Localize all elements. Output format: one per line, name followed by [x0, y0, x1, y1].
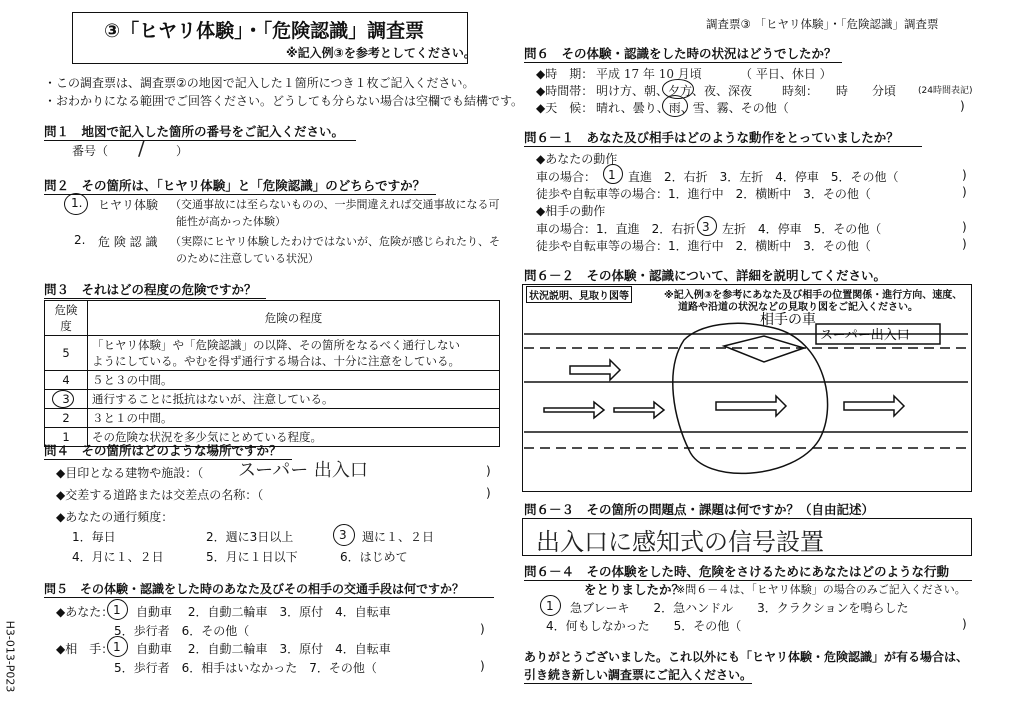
q6-time-label: ◆時間帯：: [536, 84, 594, 98]
q6-time-note: (24時間表記): [918, 86, 973, 96]
level-2: 2: [45, 409, 88, 428]
intro-line-1: ・この調査票は、調査票②の地図で記入した１箇所につき１枚ご記入ください。: [44, 76, 475, 90]
q4-landmark-value[interactable]: スーパー 出入口: [238, 460, 368, 481]
vehicle-arrow: [716, 396, 786, 416]
q5-other-opts2: 5．歩行者 6．相手はいなかった 7．その他（: [114, 661, 377, 675]
q63-answer[interactable]: 出入口に感知式の信号設置: [536, 528, 824, 556]
freq-opt-4[interactable]: 4．月に１、２日: [72, 550, 164, 564]
table-row[interactable]: [45, 371, 500, 390]
q6-weather-opts[interactable]: 晴れ、曇り、雨、雪、霧、その他（: [596, 101, 789, 115]
sketch-drawing: [524, 310, 968, 488]
footer-line-1: ありがとうございました。これ以外にも「ヒヤリ体験・危険認識」が有る場合は、: [524, 650, 969, 664]
q61-you-car: 車の場合：: [536, 170, 597, 184]
sketch-box-label: 状況説明、見取り図等: [526, 286, 632, 303]
level-5-desc: [88, 336, 500, 371]
q63-title: 問６－３ その箇所の問題点・課題は何ですか？（自由記述）: [524, 502, 875, 517]
q6-time-opts[interactable]: 明け方、朝、夕方、夜、深夜: [596, 84, 753, 98]
q62-title: 問６－２ その体験・認識について、詳細を説明してください。: [524, 266, 896, 285]
table-row[interactable]: [45, 336, 500, 371]
danger-area-circle: [673, 323, 828, 473]
q61-other-head: ◆相手の動作: [536, 204, 606, 218]
freq-opt-1[interactable]: 1．毎日: [72, 530, 116, 544]
q64-note: ※問６－４は、「ヒヤリ体験」の場合のみご記入ください。: [676, 583, 966, 596]
q6-weather-close: ): [960, 99, 965, 113]
q61-you-car-opts: 直進 2．右折 3．左折 4．停車 5．その他（: [628, 170, 899, 184]
level-3-desc: 通行することに抵抗はないが、注意している。: [88, 390, 500, 409]
q64-title-1: 問６－４ その体験をした時、危険をさけるためにあなたはどのような行動: [524, 562, 972, 581]
level-5: 5: [45, 336, 88, 371]
q6-period[interactable]: 平成 17 年 10 月頃: [596, 67, 702, 81]
q5-you-label: ◆あなた：: [56, 605, 114, 619]
q5-you-opts: 自動車 2．自動二輪車 3．原付 4．自転車: [136, 605, 391, 619]
vehicle-arrow: [614, 402, 664, 418]
q5-other-label: ◆相 手：: [56, 642, 114, 656]
hand-car-label: 相手の車: [760, 312, 816, 328]
side-code: H3-013-P023: [3, 620, 17, 693]
q4-landmark-label: ◆目印となる建物や施設：（: [56, 466, 204, 480]
q61-other-car-close: ): [962, 220, 967, 234]
col-danger-degree: 危険の程度: [88, 301, 500, 336]
q2-opt1-num[interactable]: 1.: [71, 196, 83, 210]
q4-freq-label: ◆あなたの通行頻度：: [56, 510, 174, 524]
q61-title: 問６－１ あなた及び相手はどのような動作をとっていましたか？: [524, 128, 922, 147]
sketch-note-2: 道路や沿道の状況などの見取り図をご記入ください。: [678, 302, 918, 313]
q61-other-walk-close: ): [962, 237, 967, 251]
q2-title: 問２ その箇所は、「ヒヤリ体験」と「危険認識」のどちらですか？: [44, 176, 436, 195]
page-title: ③「ヒヤリ体験」・「危険認識」調査票: [104, 20, 425, 42]
q61-other-car-opts: 左折 4．停車 5．その他（: [722, 222, 882, 236]
level-1-desc: その危険な状況を多少気にとめている程度。: [88, 428, 500, 447]
q4-landmark-close: ): [486, 464, 491, 478]
q61-you-walk-close: ): [962, 185, 967, 199]
freq-opt-5[interactable]: 5．月に１日以下: [206, 550, 298, 564]
vehicle-arrow: [844, 396, 904, 416]
q5-you-close: ): [480, 622, 485, 636]
q5-you-opt1[interactable]: 1: [113, 603, 121, 617]
q1-label: 番号（: [72, 144, 109, 158]
q5-other-close: ): [480, 659, 485, 673]
q64-close: ): [962, 617, 967, 631]
q64-opt1[interactable]: 1: [546, 599, 554, 613]
table-header: [45, 301, 500, 336]
sketch-note-1: ※記入例③を参考にあなた及び相手の位置関係・進行方向、速度、: [664, 290, 963, 301]
q2-opt2-desc2: のために注意している状況）: [176, 252, 319, 265]
footer-line-2: 引き続き新しい調査票にご記入ください。: [524, 668, 753, 682]
q2-opt2-desc1: （実際にヒヤリ体験したわけではないが、危険が感じられたり、そ: [170, 235, 500, 248]
q64-opt4[interactable]: 4．何もしなかった 5．その他（: [546, 619, 742, 633]
q4-intersect-label: ◆交差する道路または交差点の名称：（: [56, 488, 264, 502]
freq-opt-3: 週に１、２日: [362, 530, 435, 544]
table-row[interactable]: [45, 409, 500, 428]
q6-time-label2: 時刻： 時 分頃: [782, 84, 897, 98]
q5-other-opt1[interactable]: 1: [113, 640, 121, 654]
q61-other-walk[interactable]: 徒歩や自転車等の場合：1．進行中 2．横断中 3．その他（: [536, 239, 871, 253]
table-row[interactable]: [45, 390, 500, 409]
q61-you-car-close: ): [962, 168, 967, 182]
title-note: ※記入例③を参考としてください。: [286, 46, 476, 60]
q2-opt1-desc1: （交通事故には至らないものの、一歩間違えれば交通事故になる可: [170, 198, 500, 211]
you-car-arrow: [570, 360, 620, 380]
q3-title: 問３ それはどの程度の危険ですか？: [44, 280, 266, 299]
q4-title: 問４ その箇所はどのような場所ですか？: [44, 441, 292, 460]
q61-you-walk[interactable]: 徒歩や自転車等の場合：1．進行中 2．横断中 3．その他（: [536, 187, 871, 201]
freq-opt-3-num[interactable]: 3: [339, 528, 347, 542]
q4-intersect-close: ): [486, 486, 491, 500]
q5-you-opts2: 5．歩行者 6．その他（: [114, 624, 250, 638]
level-3-circle: [52, 390, 74, 408]
col-danger-level: 危険度: [45, 301, 88, 336]
level-5-line2: ようにしている。やむを得ず通行する場合は、十分に注意をしている。: [92, 354, 460, 368]
freq-opt-6[interactable]: 6．はじめて: [340, 550, 408, 564]
q61-other-car-num[interactable]: 3: [702, 220, 710, 234]
q61-you-head: ◆あなたの動作: [536, 152, 618, 166]
q6-weather-circle: [662, 95, 688, 117]
q1-title: 問１ 地図で記入した箇所の番号をご記入ください。: [44, 122, 356, 141]
hand-store-label: スーパー出入口: [820, 328, 910, 343]
level-5-line1: 「ヒヤリ体験」や「危険認識」の以降、その箇所をなるべく通行しない: [92, 338, 460, 352]
level-2-desc: ３と１の中間。: [88, 409, 500, 428]
q2-opt2-label: 危 険 認 識: [98, 235, 158, 249]
q2-opt1-desc2: 能性が高かった体験）: [176, 215, 286, 228]
q2-opt1-label: ヒヤリ体験: [98, 198, 159, 212]
level-4: 4: [45, 371, 88, 390]
q61-you-car-num[interactable]: 1: [608, 168, 616, 182]
level-3: [45, 390, 88, 409]
freq-opt-2[interactable]: 2．週に3日以上: [206, 530, 294, 544]
level-3-value: 3: [62, 392, 70, 406]
other-car-shape: [724, 336, 804, 362]
q61-other-car[interactable]: 車の場合：1．直進 2．右折: [536, 222, 696, 236]
vehicle-arrow: [544, 402, 604, 418]
q6-period-label: ◆時 期：: [536, 67, 594, 81]
level-4-desc: ５と３の中間。: [88, 371, 500, 390]
q64-opt1-text: 急ブレーキ 2．急ハンドル 3．クラクションを鳴らした: [570, 601, 909, 615]
q5-other-opts: 自動車 2．自動二輪車 3．原付 4．自転車: [136, 642, 391, 656]
level-1: 1: [45, 428, 88, 447]
q6-weather-label: ◆天 候：: [536, 101, 594, 115]
q1-value[interactable]: /: [138, 136, 145, 160]
q2-opt2-num[interactable]: 2.: [74, 233, 86, 247]
q5-title: 問５ その体験・認識をした時のあなた及びその相手の交通手段は何ですか？: [44, 580, 494, 598]
danger-table: [44, 300, 500, 447]
right-header: 調査票③ 「ヒヤリ体験」・「危険認識」調査票: [706, 17, 939, 31]
q64-title-2: をとりましたか？: [584, 582, 685, 597]
q6-period-opt: （ 平日、休日 ）: [740, 67, 832, 81]
intro-line-2: ・おわかりになる範囲でご回答ください。どうしても分らない場合は空欄でも結構です。: [44, 94, 524, 108]
q6-title: 問６ その体験・認識をした時の状況はどうでしたか？: [524, 44, 842, 63]
q1-close: ）: [176, 144, 189, 158]
